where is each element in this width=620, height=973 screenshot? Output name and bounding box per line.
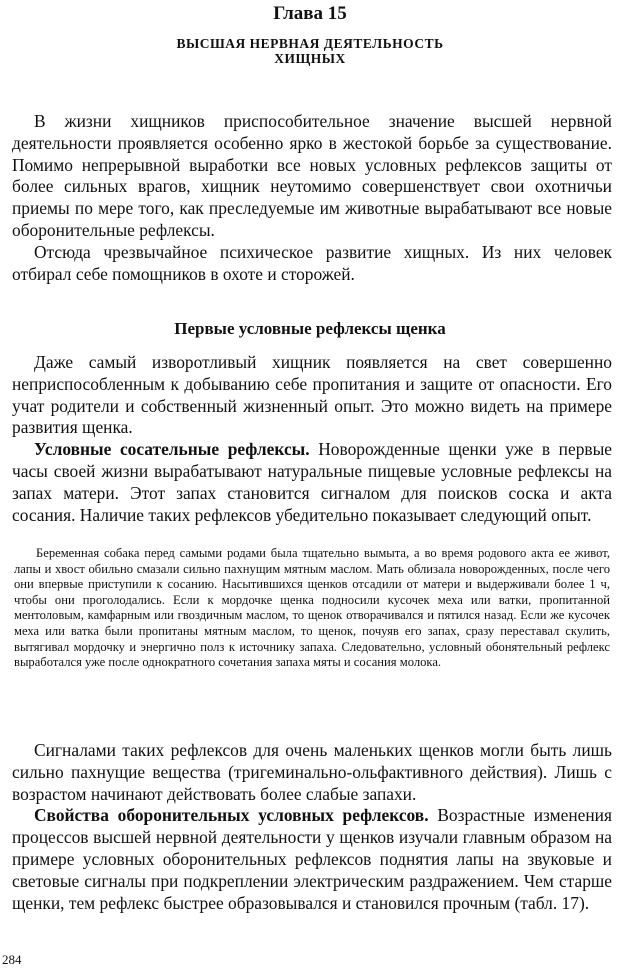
continuation-text <box>12 740 612 914</box>
section-text <box>12 352 612 526</box>
intro-paragraph-1: В жизни хищников приспособительное значение высшей нервной деятельности проявляется особенно ярко в жестокой борьбе за существование. Помимо непрерывной выработки все новых условных рефлексов защиты от более сильных врагов, хищник неутомимо совершенствует свои охотничьи приемы по мере того, как преследуемые им животные вырабатывают все новые оборонительные рефлексы. <box>12 111 612 240</box>
intro-paragraph-2: Отсюда чрезвычайное психическое развитие хищных. Из них человек отбирал себе помощников в охоте и сторожей. <box>12 241 612 284</box>
continuation-paragraph-1: Сигналами таких рефлексов для очень маленьких щенков могли быть лишь сильно пахнущие вещества (тригеминально-ольфактивного действия). Лишь с возрастом начинают действовать более слабые запахи. <box>12 740 612 804</box>
chapter-title <box>0 36 620 66</box>
intro-text <box>12 111 612 285</box>
section-paragraph-1: Даже самый изворотливый хищник появляется на свет совершенно неприспособленным к добыванию себе пропитания и защите от опасности. Его учат родители и собственный жизненный опыт. Это можно видеть на примере развития щенка. <box>12 352 612 438</box>
experiment-paragraph: Беременная собака перед самыми родами была тщательно вымыта, а во время родового акта ее живот, лапы и хвост обильно смазали сильно пахнущим мятным маслом. Мать облизала новорожденных, после чего они впервые приступили к сосанию. Насытившихся щенков отсадили от матери и выдерживали более 1 ч, чтобы они проголодались. Если к мордочке щенка подносили кусочек меха или ватки, пропитанной ментоловым, камфарным или гвоздичным маслом, то щенок отворачивался и пятился назад. Если же кусочек меха или ватка были пропитаны мятным маслом, то щенок, почуяв его запах, сразу переставал скулить, вытягивал мордочку и энергично полз к источнику запаха. Следовательно, условный обонятельный рефлекс выработался уже после однократного сочетания запаха мяты и сосания молока. <box>14 546 610 670</box>
section-paragraph-2-text: Новорожденные щенки уже в первые часы своей жизни вырабатывают натуральные пищевые условные рефлексы на запах матери. Этот запах становится сигналом для поисков соска и акта сосания. Наличие таких рефлексов убедительно показывает следующий опыт. <box>12 439 612 525</box>
runin-heading-defensive-reflexes: Свойства оборонительных условных рефлексов. <box>34 805 429 826</box>
chapter-number: Глава 15 <box>273 3 347 24</box>
chapter-title-line-1: ВЫСШАЯ НЕРВНАЯ ДЕЯТЕЛЬНОСТЬ <box>176 36 444 51</box>
continuation-paragraph-2 <box>12 805 612 914</box>
section-paragraph-2 <box>12 439 612 526</box>
page-number: 284 <box>2 952 22 967</box>
runin-heading-sucking-reflexes: Условные сосательные рефлексы. <box>34 439 310 460</box>
chapter-title-line-2: ХИЩНЫХ <box>274 51 346 66</box>
continuation-paragraph-2-text: Возрастные изменения процессов высшей нервной деятельности у щенков изучали главным образом на примере условных оборонительных рефлексов поднятия лапы на звуковые и световые сигналы при подкреплении электрическим раздражением. Чем старше щенки, тем рефлекс быстрее образовывался и становился прочным (табл. 17). <box>12 805 612 913</box>
section-heading: Первые условные рефлексы щенка <box>174 319 446 338</box>
experiment-description <box>14 546 610 671</box>
